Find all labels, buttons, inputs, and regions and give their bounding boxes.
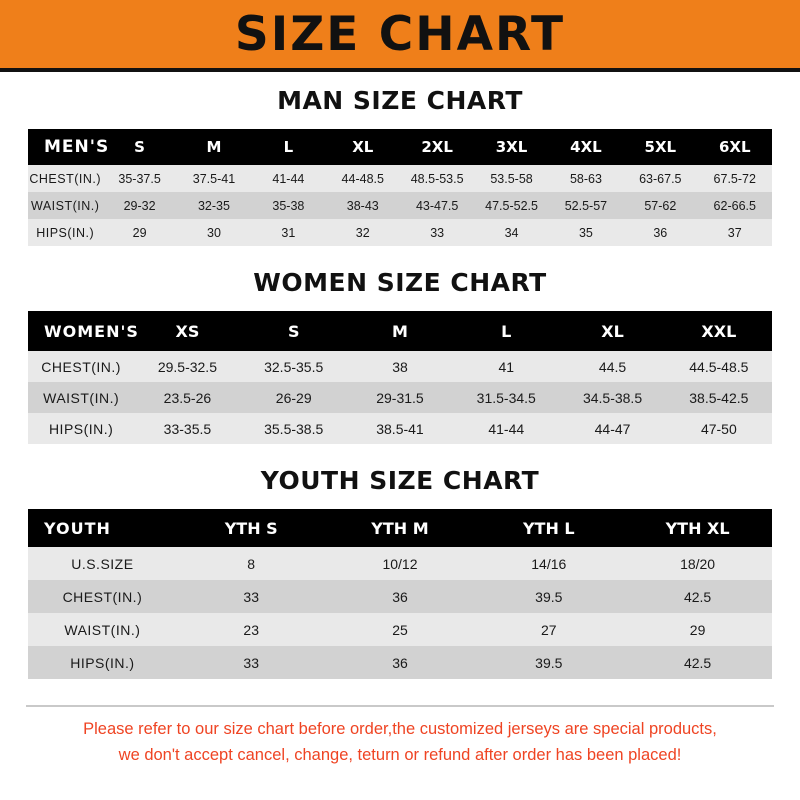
column-header: WOMEN'S: [44, 321, 139, 341]
cell: 42.5: [683, 654, 712, 671]
cell: 67.5-72: [713, 171, 756, 186]
cell: 42.5: [683, 588, 712, 605]
youth-table-header: [28, 509, 772, 547]
page-title: SIZE CHART: [234, 6, 566, 62]
divider: [26, 705, 774, 707]
table-row: [28, 646, 772, 679]
men-section-title: MAN SIZE CHART: [277, 86, 523, 115]
youth-table-body: [28, 547, 772, 679]
women-section: [0, 268, 800, 444]
cell: 10/12: [382, 555, 418, 572]
column-header: XL: [352, 138, 374, 156]
cell: 38: [392, 358, 408, 375]
cell: 25: [392, 621, 408, 638]
cell: 34.5-38.5: [582, 389, 643, 406]
table-row: [28, 580, 772, 613]
column-header: 4XL: [570, 138, 602, 156]
cell: 41-44: [488, 420, 525, 437]
cell: 53.5-58: [490, 171, 533, 186]
cell: 35-37.5: [118, 171, 161, 186]
column-header: S: [287, 321, 300, 341]
cell: 33: [243, 588, 259, 605]
column-header: L: [501, 321, 512, 341]
cell: 58-63: [569, 171, 602, 186]
youth-size-table: [28, 509, 772, 679]
column-header: MEN'S: [44, 137, 110, 157]
cell: 29: [132, 225, 147, 240]
women-size-table: [28, 311, 772, 444]
column-header: YTH S: [224, 518, 278, 538]
table-row: [28, 382, 772, 413]
cell: 47.5-52.5: [485, 198, 538, 213]
cell: 38-43: [346, 198, 379, 213]
column-header: M: [206, 138, 222, 156]
cell: 29.5-32.5: [157, 358, 217, 375]
cell: 34: [504, 225, 519, 240]
cell: 35-38: [272, 198, 305, 213]
column-header: YTH L: [522, 518, 575, 538]
table-row: [28, 351, 772, 382]
cell: 52.5-57: [564, 198, 608, 213]
cell: 32.5-35.5: [264, 358, 324, 375]
cell: 36: [653, 225, 668, 240]
youth-section-title: YOUTH SIZE CHART: [260, 466, 540, 495]
cell: 14/16: [531, 555, 567, 572]
banner: [0, 0, 800, 72]
cell: 39.5: [535, 588, 563, 605]
cell: 29-31.5: [376, 389, 424, 406]
table-header-row: [28, 509, 772, 547]
cell: 44.5-48.5: [689, 358, 749, 375]
cell: 36: [392, 588, 408, 605]
table-header-row: [28, 129, 772, 165]
table-header-row: [28, 311, 772, 351]
cell: 31.5-34.5: [476, 389, 536, 406]
cell: 43-47.5: [415, 198, 459, 213]
cell: 35: [578, 225, 593, 240]
column-header: YOUTH: [44, 518, 111, 538]
table-row: [28, 192, 772, 219]
cell: 26-29: [275, 389, 312, 406]
column-header: 6XL: [718, 138, 751, 156]
cell: 38.5-41: [376, 420, 424, 437]
women-table-header: [28, 311, 772, 351]
row-label: CHEST(IN.): [41, 358, 121, 375]
cell: 31: [281, 225, 296, 240]
cell: 57-62: [644, 198, 677, 213]
cell: 47-50: [700, 420, 737, 437]
cell: 39.5: [535, 654, 563, 671]
row-label: CHEST(IN.): [29, 171, 102, 186]
cell: 23.5-26: [163, 389, 212, 406]
cell: 8: [247, 555, 256, 572]
column-header: L: [283, 138, 294, 156]
cell: 35.5-38.5: [264, 420, 324, 437]
column-header: YTH M: [371, 518, 429, 538]
cell: 33: [243, 654, 259, 671]
row-label: HIPS(IN.): [36, 225, 95, 240]
row-label: WAIST(IN.): [43, 389, 120, 406]
cell: 38.5-42.5: [689, 389, 749, 406]
women-section-title: WOMEN SIZE CHART: [253, 268, 547, 297]
cell: 33: [430, 225, 445, 240]
cell: 63-67.5: [639, 171, 682, 186]
column-header: XS: [175, 321, 200, 341]
column-header: XXL: [701, 321, 737, 341]
men-size-table: [28, 129, 772, 246]
footer-note: [0, 705, 800, 768]
cell: 37.5-41: [192, 171, 236, 186]
row-label: CHEST(IN.): [62, 588, 143, 605]
row-label: HIPS(IN.): [48, 420, 114, 437]
row-label: U.S.SIZE: [71, 555, 134, 572]
column-header: S: [134, 138, 145, 156]
cell: 32: [355, 225, 370, 240]
cell: 44-48.5: [341, 171, 384, 186]
table-row: [28, 613, 772, 646]
table-row: [28, 547, 772, 580]
table-row: [28, 413, 772, 444]
table-row: [28, 219, 772, 246]
cell: 23: [243, 621, 259, 638]
column-header: M: [392, 321, 408, 341]
column-header: 5XL: [644, 138, 677, 156]
youth-section: [0, 466, 800, 679]
men-table-body: [28, 165, 772, 246]
row-label: HIPS(IN.): [70, 654, 135, 671]
row-label: WAIST(IN.): [30, 198, 100, 213]
cell: 29: [689, 621, 706, 638]
women-table-body: [28, 351, 772, 444]
table-row: [28, 165, 772, 192]
column-header: XL: [601, 321, 624, 341]
cell: 37: [727, 225, 742, 240]
cell: 33-35.5: [163, 420, 212, 437]
column-header: 3XL: [495, 138, 528, 156]
note-line-1: Please refer to our size chart before order,the customized jerseys are special products,: [83, 720, 717, 738]
cell: 27: [541, 621, 557, 638]
men-table-header: [28, 129, 772, 165]
cell: 41: [498, 358, 515, 375]
cell: 18/20: [680, 555, 716, 572]
cell: 62-66.5: [713, 198, 756, 213]
cell: 44.5: [598, 358, 627, 375]
note-line-2: we don't accept cancel, change, teturn or refund after order has been placed!: [118, 745, 682, 764]
cell: 30: [207, 225, 221, 240]
column-header: 2XL: [421, 138, 453, 156]
cell: 41-44: [272, 171, 305, 186]
cell: 36: [392, 654, 408, 671]
men-section: [0, 86, 800, 246]
cell: 44-47: [594, 420, 631, 437]
cell: 32-35: [197, 198, 230, 213]
row-label: WAIST(IN.): [64, 621, 141, 638]
cell: 29-32: [123, 198, 156, 213]
column-header: YTH XL: [665, 518, 730, 538]
cell: 48.5-53.5: [410, 171, 464, 186]
